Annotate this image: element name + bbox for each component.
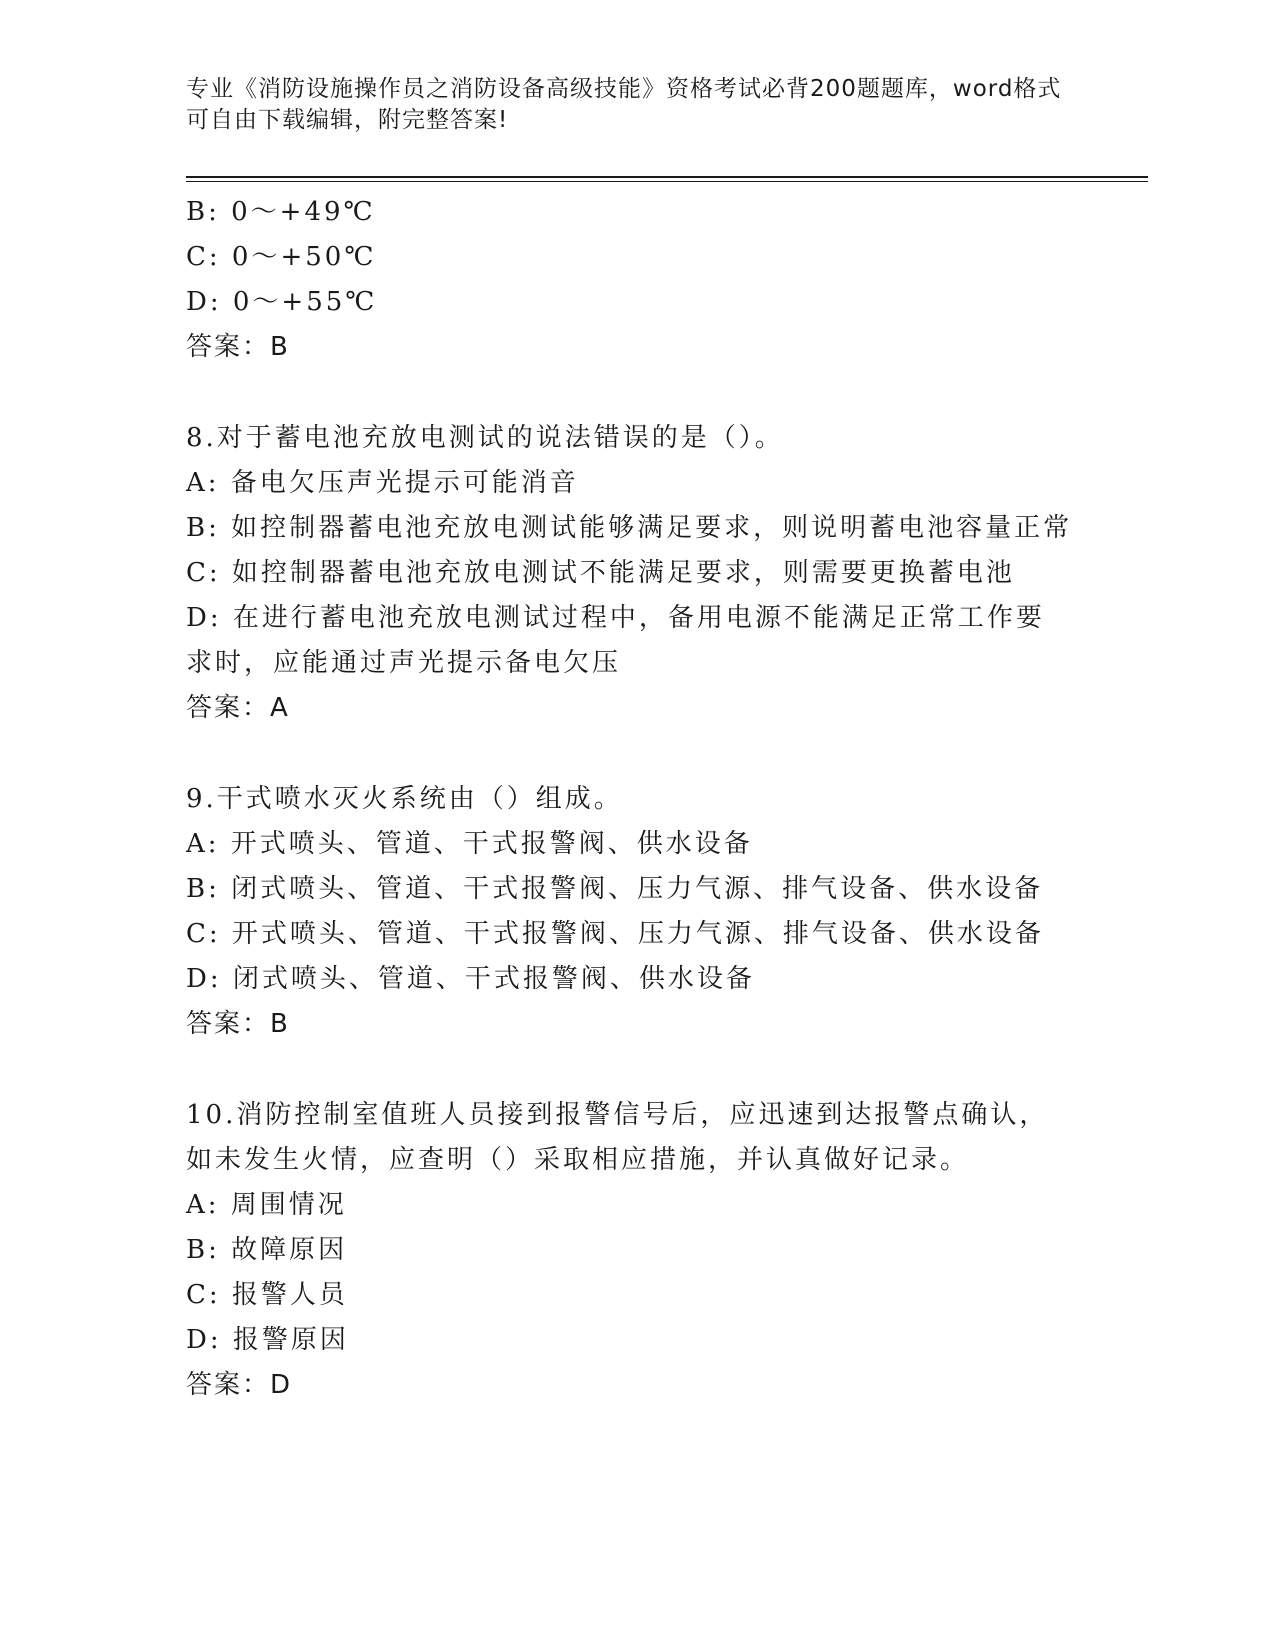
option-b: B: 0～+49℃ [186,197,376,227]
question-list [186,190,1086,1408]
option-b: B: 如控制器蓄电池充放电测试能够满足要求，则说明蓄电池容量正常 [186,513,1073,543]
option-d: D: 在进行蓄电池充放电测试过程中，备用电源不能满足正常工作要求时，应能通过声光提示备电欠压 [186,603,1045,678]
option-b: B: 闭式喷头、管道、干式报警阀、压力气源、排气设备、供水设备 [186,874,1044,904]
question-text: 8.对于蓄电池充放电测试的说法错误的是（）。 [186,423,784,453]
question-block-8 [186,416,1086,731]
option-c: C: 如控制器蓄电池充放电测试不能满足要求，则需要更换蓄电池 [186,558,1015,588]
question-text: 10.消防控制室值班人员接到报警信号后，应迅速到达报警点确认，如未发生火情，应查明（）采取相应措施，并认真做好记录。 [186,1100,1049,1175]
spacer [186,731,1086,777]
option-d: D: 报警原因 [186,1325,349,1355]
header-divider-thin [186,181,1148,182]
option-d: D: 闭式喷头、管道、干式报警阀、供水设备 [186,964,755,994]
answer-label: 答案：D [186,1370,293,1400]
option-b: B: 故障原因 [186,1235,348,1265]
answer-label: 答案：B [186,332,290,362]
question-block-10 [186,1093,1086,1408]
option-d: D: 0～+55℃ [186,287,378,317]
option-a: A: 备电欠压声光提示可能消音 [186,468,579,498]
question-block-9 [186,777,1086,1047]
spacer [186,370,1086,416]
option-a: A: 开式喷头、管道、干式报警阀、供水设备 [186,829,753,859]
header-divider-thick [186,176,1148,178]
question-text: 9.干式喷水灭火系统由（）组成。 [186,784,623,814]
document-header-title: 专业《消防设施操作员之消防设备高级技能》资格考试必背200题题库，word格式可自由下载编辑，附完整答案! [186,76,1062,133]
option-c: C: 报警人员 [186,1280,348,1310]
option-c: C: 开式喷头、管道、干式报警阀、压力气源、排气设备、供水设备 [186,919,1044,949]
spacer [186,1047,1086,1093]
question-block-7 [186,190,1086,370]
answer-label: 答案：B [186,1009,290,1039]
option-c: C: 0～+50℃ [186,242,377,272]
answer-label: 答案：A [186,693,290,723]
option-a: A: 周围情况 [186,1190,347,1220]
